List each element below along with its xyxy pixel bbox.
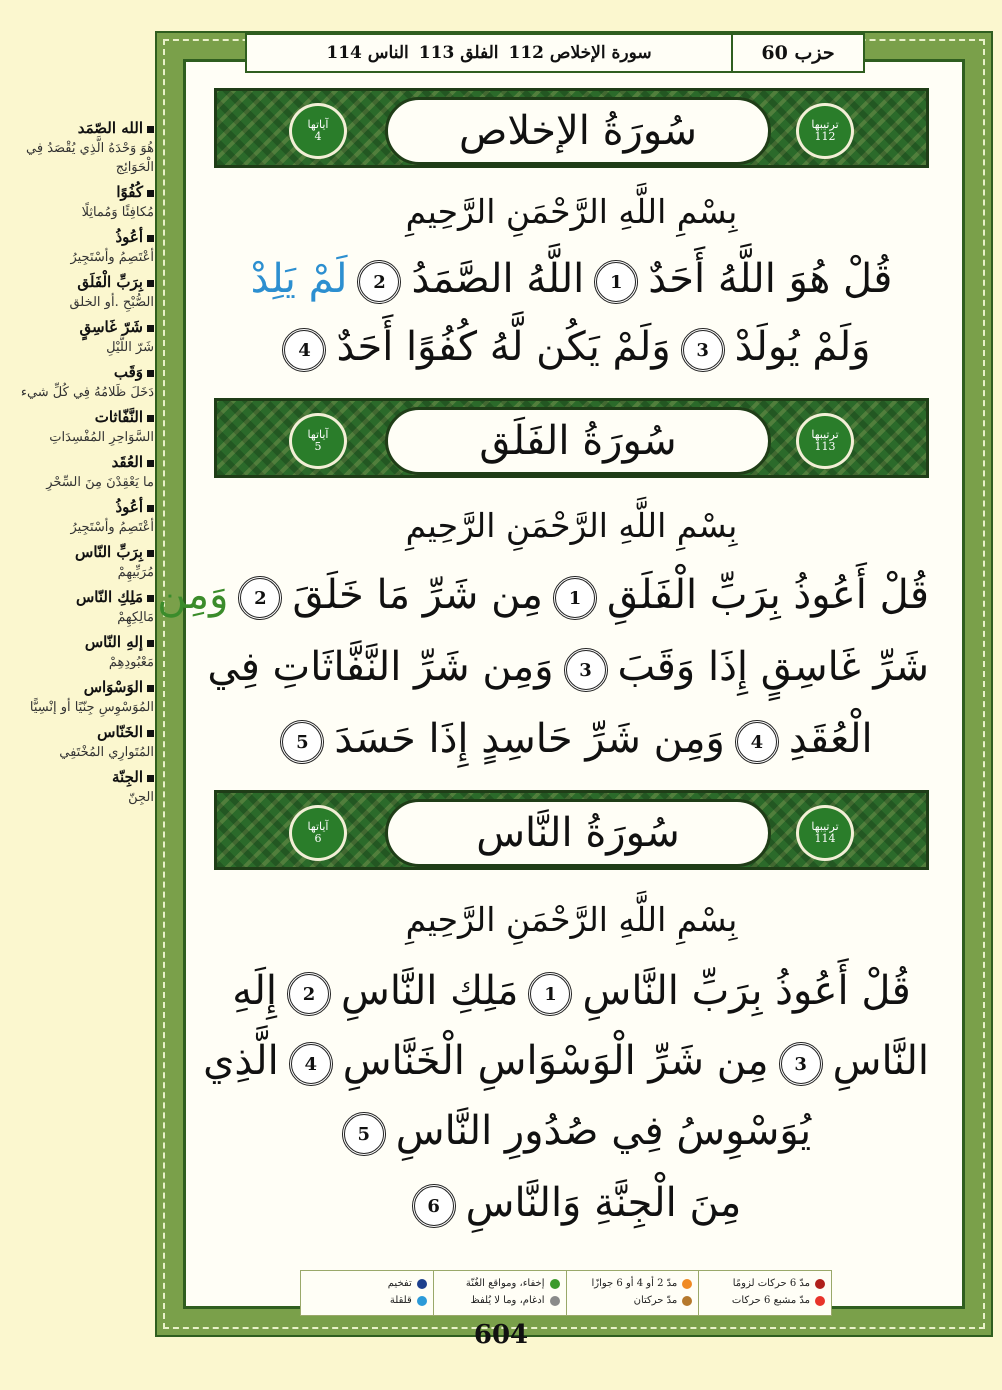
surah-verses-medal: آياتها 5 <box>289 413 347 469</box>
basmala: بِسْمِ اللَّهِ الرَّحْمَنِ الرَّحِيمِ <box>405 900 738 939</box>
legend-item: مدّ حركتان <box>573 1292 693 1309</box>
bullet-square-icon <box>147 370 154 377</box>
ayah-marker: 1 <box>553 576 597 620</box>
surah-banner-ikhlas <box>214 88 929 168</box>
glossary-entry <box>6 407 154 447</box>
verse-line: قُلْ هُوَ اللَّهُ أَحَدٌ1اللَّهُ الصَّمَدُ2لَمْ يَلِدْ <box>250 256 893 302</box>
bullet-square-icon <box>147 595 154 602</box>
glossary-word: الخَنّاس <box>6 722 154 743</box>
ayah-marker: 1 <box>528 972 572 1016</box>
ayah-marker: 6 <box>412 1184 456 1228</box>
legend-item: تفخيم <box>307 1275 427 1292</box>
glossary-meaning: أعْتَصِمُ وأسْتَجِيرُ <box>70 520 154 535</box>
glossary-word: الجِنّة <box>6 767 154 788</box>
basmala: بِسْمِ اللَّهِ الرَّحْمَنِ الرَّحِيمِ <box>405 506 738 545</box>
legend-item: مدّ 2 أو 4 أو 6 جوازًا <box>573 1275 693 1292</box>
ayah-marker: 3 <box>681 328 725 372</box>
ayah-marker: 3 <box>564 648 608 692</box>
verse-line: يُوَسْوِسُ فِي صُدُورِ النَّاسِ5 <box>214 1108 929 1156</box>
verse-line: الْعُقَدِ4وَمِن شَرِّ حَاسِدٍ إِذَا حَسَدَ5 <box>214 716 929 764</box>
surah-order-medal: ترتيبها 113 <box>796 413 854 469</box>
glossary-word: الوَسْوَاس <box>6 677 154 698</box>
color-dot-icon <box>815 1296 825 1306</box>
legend-column <box>698 1271 831 1315</box>
bullet-square-icon <box>147 685 154 692</box>
glossary-word: كُفُوًا <box>6 182 154 203</box>
verse-line: قُلْ أَعُوذُ بِرَبِّ النَّاسِ1مَلِكِ النَّاسِ2إِلَهِ <box>232 968 911 1014</box>
glossary-meaning: الجِنّ <box>128 790 154 805</box>
bullet-square-icon <box>147 325 154 332</box>
glossary-word: العُقَد <box>6 452 154 473</box>
color-dot-icon <box>417 1296 427 1306</box>
glossary-entry <box>6 362 154 402</box>
glossary-meaning: المُتَوارِي المُخْتَفِي <box>59 745 154 760</box>
bullet-square-icon <box>147 235 154 242</box>
glossary-entry <box>6 497 154 537</box>
legend-item: إخفاء، ومواقع الغُنّة <box>440 1275 560 1292</box>
glossary-meaning: مَالِكِهِمْ <box>117 610 154 625</box>
bullet-square-icon <box>147 730 154 737</box>
glossary-meaning: الصُّبْحِ .أو الخلق <box>69 295 154 310</box>
glossary-meaning: دَخَلَ ظَلامُهُ فِي كُلِّ شيء <box>20 385 154 400</box>
bullet-square-icon <box>147 460 154 467</box>
surah-banner-falaq <box>214 398 929 478</box>
glossary-word: بِرَبِّ النّاس <box>6 542 154 563</box>
glossary-word: النَّفّاثات <box>6 407 154 428</box>
surah-title: سُورَةُ الفَلَق <box>385 407 771 475</box>
ayah-marker: 2 <box>287 972 331 1016</box>
legend-column <box>301 1271 433 1315</box>
glossary-meaning: ما يَعْقِدْنَ مِنَ السِّحْرِ <box>46 475 154 490</box>
verse-line: النَّاسِ3مِن شَرِّ الْوَسْوَاسِ الْخَنَّاسِ4الَّذِي <box>203 1038 929 1084</box>
glossary-entry <box>6 587 154 627</box>
ayah-marker: 4 <box>282 328 326 372</box>
ayah-marker: 2 <box>238 576 282 620</box>
bullet-square-icon <box>147 190 154 197</box>
glossary-meaning: شَرّ اللَّيْلِ <box>106 340 154 355</box>
surah-order-medal: ترتيبها 114 <box>796 805 854 861</box>
glossary-entry <box>6 767 154 807</box>
verse-line: شَرِّ غَاسِقٍ إِذَا وَقَبَ3وَمِن شَرِّ النَّفَّاثَاتِ فِي <box>207 644 929 690</box>
verse-line: قُلْ أَعُوذُ بِرَبِّ الْفَلَقِ1مِن شَرِّ مَا خَلَقَ2وَمِن <box>157 572 929 618</box>
legend-item: ادغام، وما لا يُلفظ <box>440 1292 560 1309</box>
ayah-marker: 4 <box>289 1042 333 1086</box>
color-dot-icon <box>550 1296 560 1306</box>
glossary-entry <box>6 452 154 492</box>
color-dot-icon <box>682 1296 692 1306</box>
glossary-entry <box>6 272 154 312</box>
bullet-square-icon <box>147 775 154 782</box>
header-surah: سورة الإخلاص 112 <box>508 43 652 63</box>
glossary-meaning: مَعْبُودِهِمْ <box>108 655 154 670</box>
surah-verses-medal: آياتها 6 <box>289 805 347 861</box>
header-surah-list <box>247 43 731 63</box>
glossary-entry <box>6 722 154 762</box>
glossary-word: وَقَب <box>6 362 154 383</box>
glossary-meaning: مُكافِئًا وَمُماثِلًا <box>81 205 154 220</box>
surah-title: سُورَةُ النَّاس <box>385 799 771 867</box>
header-surah: الناس 114 <box>326 43 409 63</box>
verse-line: وَلَمْ يُولَدْ3وَلَمْ يَكُن لَّهُ كُفُوًا أَحَدٌ4 <box>214 324 929 372</box>
ayah-marker: 4 <box>735 720 779 764</box>
glossary-meaning: السَّوَاحِرِ المُفْسِدَاتِ <box>49 430 154 445</box>
page-number: 604 <box>473 1320 529 1350</box>
verse-line: مِنَ الْجِنَّةِ وَالنَّاسِ6 <box>214 1180 929 1228</box>
bullet-square-icon <box>147 550 154 557</box>
glossary-meaning: مُرَبِّيهِمْ <box>117 565 154 580</box>
legend-column <box>566 1271 699 1315</box>
mushaf-content <box>157 88 929 1258</box>
legend-item: قلقلة <box>307 1292 427 1309</box>
glossary-word: الله الصّمَد <box>6 118 154 139</box>
bullet-square-icon <box>147 415 154 422</box>
glossary <box>6 118 154 812</box>
glossary-entry <box>6 227 154 267</box>
color-dot-icon <box>815 1279 825 1289</box>
color-dot-icon <box>417 1279 427 1289</box>
surah-order-medal: ترتيبها 112 <box>796 103 854 159</box>
bullet-square-icon <box>147 505 154 512</box>
glossary-meaning: المُوَسْوِسِ جِنّيًا أو إنْسِيًّا <box>29 700 154 715</box>
glossary-entry <box>6 182 154 222</box>
basmala: بِسْمِ اللَّهِ الرَّحْمَنِ الرَّحِيمِ <box>405 192 738 231</box>
ayah-marker: 5 <box>342 1112 386 1156</box>
legend-item: مدّ مشبع 6 حركات <box>705 1292 825 1309</box>
legend-item: مدّ 6 حركات لزومًا <box>705 1275 825 1292</box>
glossary-word: إلهِ النّاس <box>6 632 154 653</box>
glossary-entry <box>6 542 154 582</box>
ayah-marker: 3 <box>779 1042 823 1086</box>
glossary-entry <box>6 118 154 177</box>
surah-verses-medal: آياتها 4 <box>289 103 347 159</box>
tajweed-legend <box>300 1270 832 1316</box>
legend-column <box>433 1271 566 1315</box>
color-dot-icon <box>550 1279 560 1289</box>
bullet-square-icon <box>147 280 154 287</box>
surah-banner-nas <box>214 790 929 870</box>
hizb-label: حزب 60 <box>731 35 863 71</box>
bullet-square-icon <box>147 126 154 133</box>
ayah-marker: 2 <box>357 260 401 304</box>
ayah-marker: 5 <box>280 720 324 764</box>
ayah-marker: 1 <box>594 260 638 304</box>
glossary-entry <box>6 317 154 357</box>
glossary-word: بِرَبِّ الْفَلَق <box>6 272 154 293</box>
glossary-meaning: هُوَ وَحْدَهُ الَّذِي يُقْصَدُ فِي الْحَوَائِج <box>26 141 154 175</box>
glossary-entry <box>6 677 154 717</box>
surah-title: سُورَةُ الإخلاص <box>385 97 771 165</box>
glossary-entry <box>6 632 154 672</box>
glossary-word: أعُوذُ <box>6 227 154 248</box>
glossary-word: أعُوذُ <box>6 497 154 518</box>
color-dot-icon <box>682 1279 692 1289</box>
glossary-word: مَلِكِ النّاس <box>6 587 154 608</box>
glossary-meaning: أعْتَصِمُ وأسْتَجِيرُ <box>70 250 154 265</box>
page-header <box>245 33 865 73</box>
bullet-square-icon <box>147 640 154 647</box>
header-surah: الفلق 113 <box>418 43 499 63</box>
glossary-word: شَرّ غَاسِقٍ <box>6 317 154 338</box>
